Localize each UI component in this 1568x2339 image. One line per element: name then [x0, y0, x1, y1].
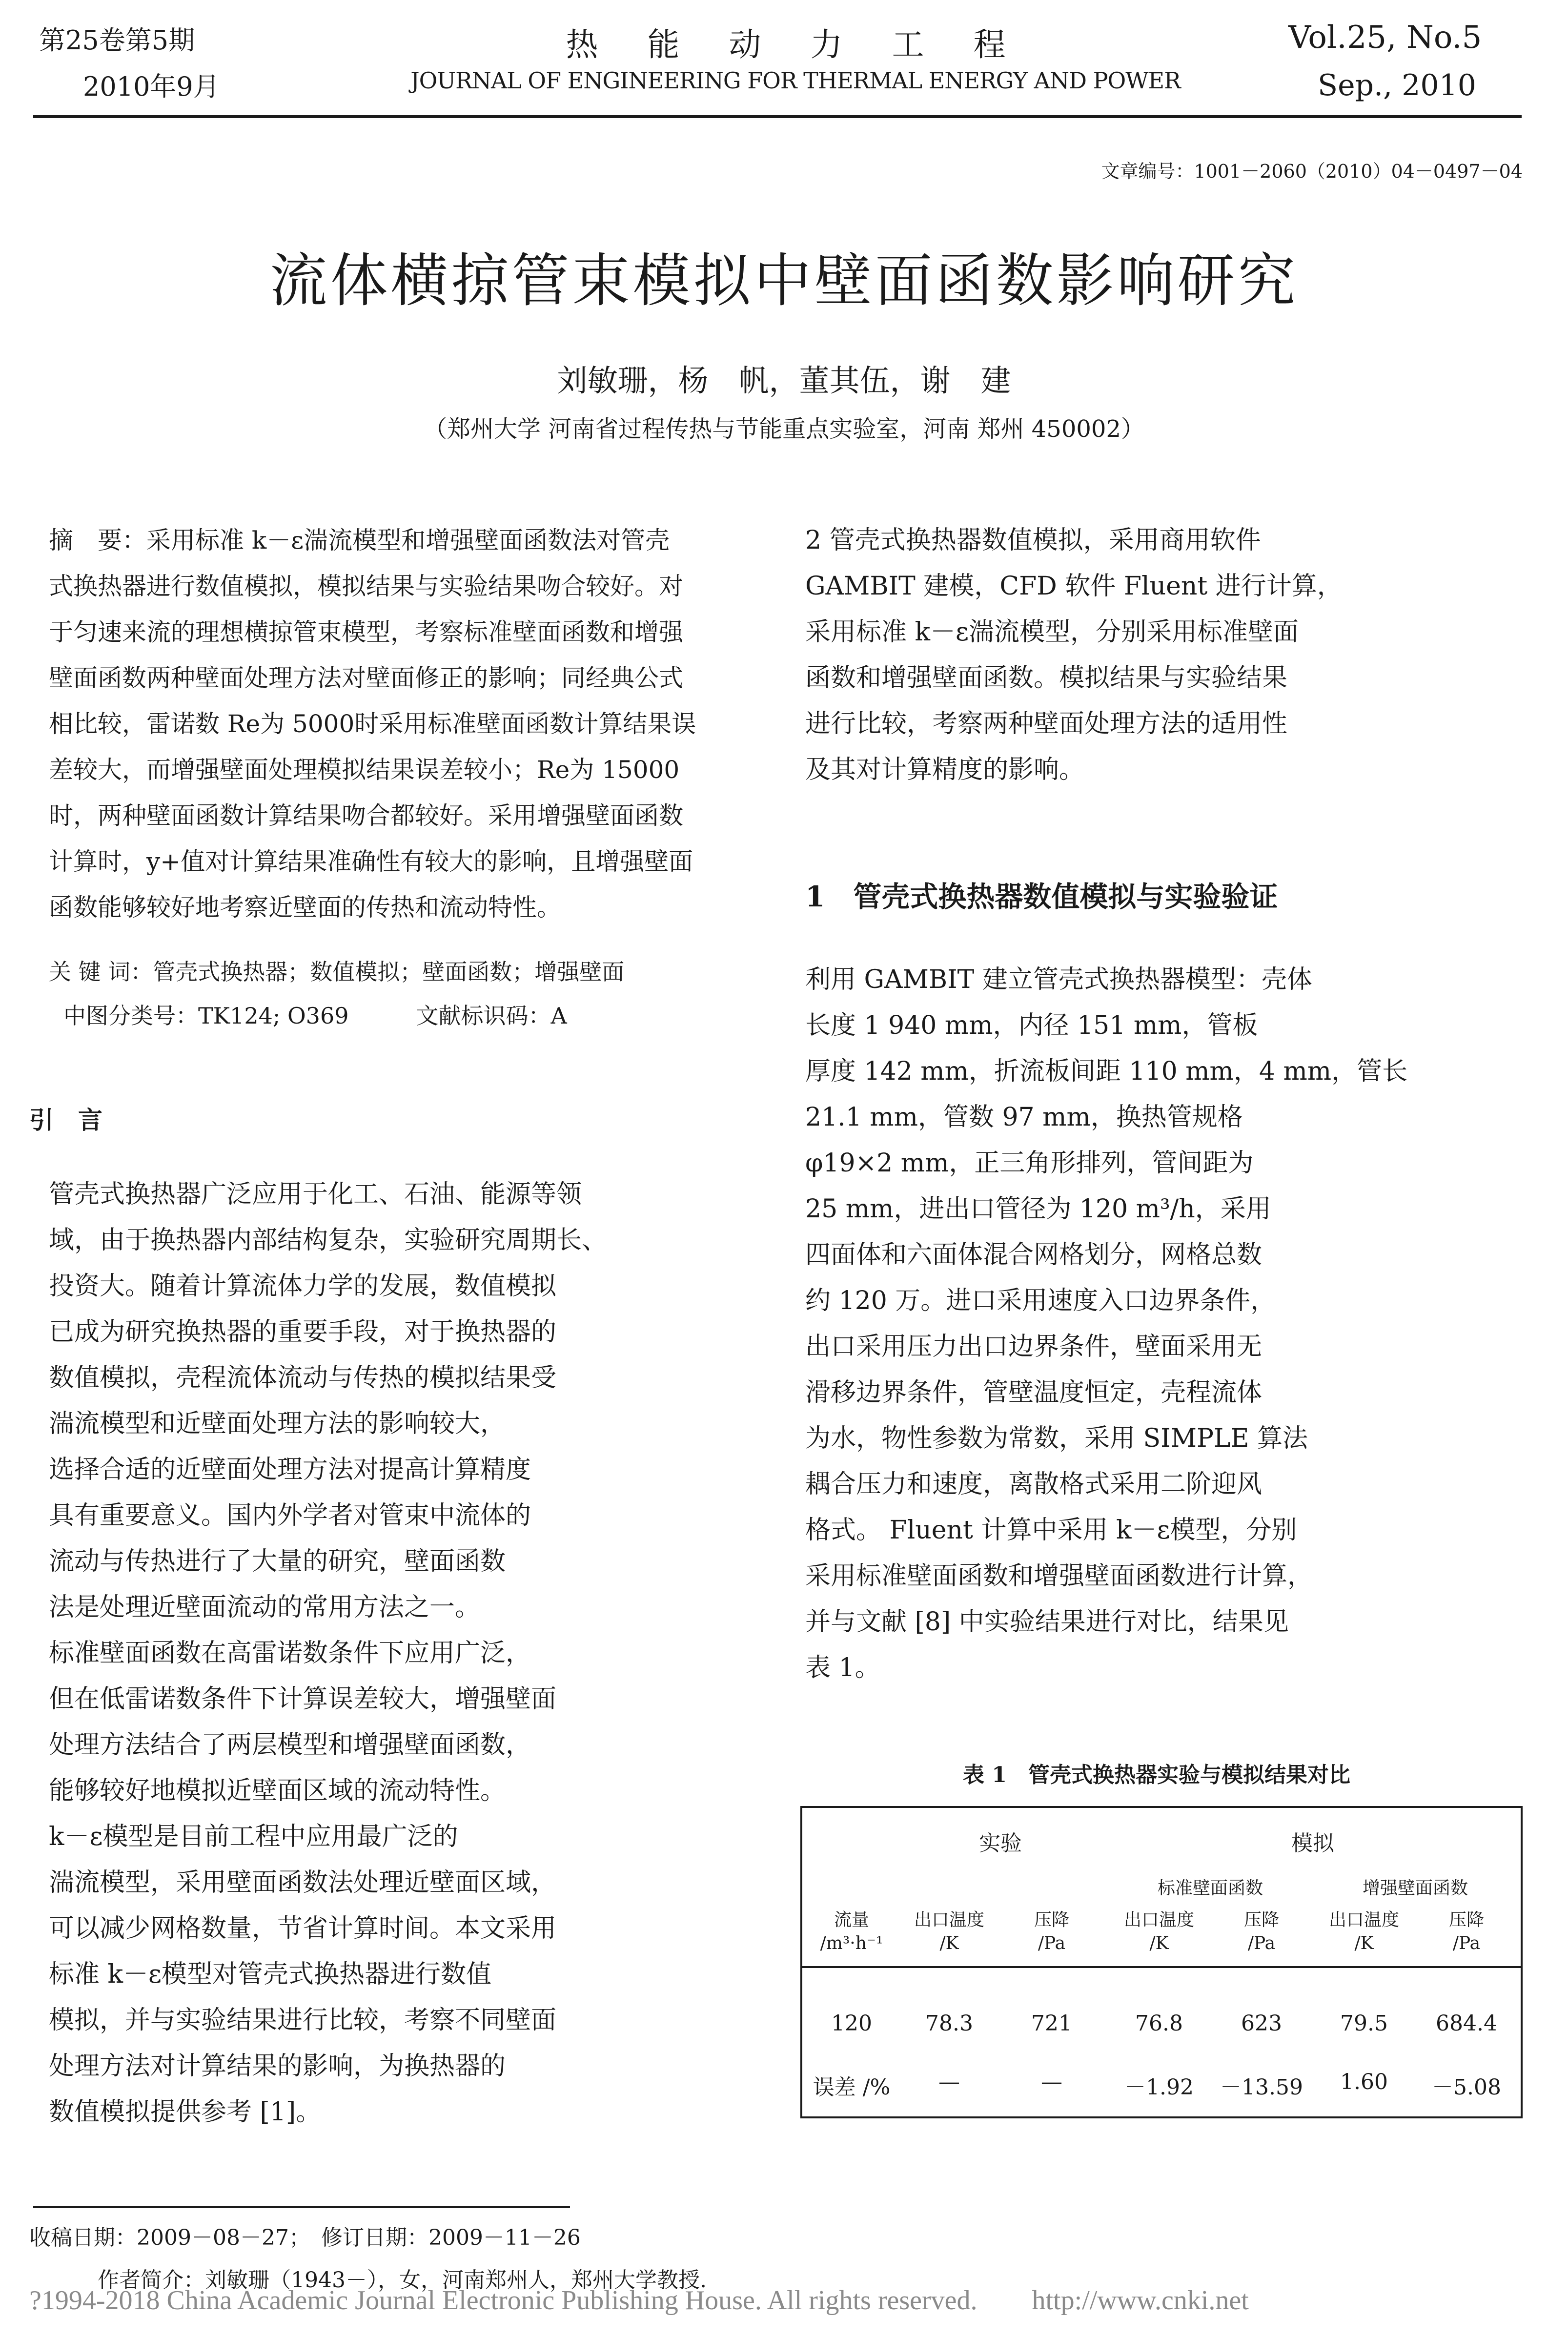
table-bottom-rule [800, 2116, 1523, 2118]
body-line: 标准壁面函数在高雷诺数条件下应用广泛， [49, 1639, 531, 1668]
section1-heading: 1 管壳式换热器数值模拟与实验验证 [805, 880, 1278, 913]
body-line: 及其对计算精度的影响。 [805, 755, 1085, 784]
body-line: φ19×2 mm，正三角形排列，管间距为 [805, 1149, 1254, 1178]
body-line: 25 mm，进出口管径为 120 m³/h，采用 [805, 1194, 1271, 1224]
temp-label: 出口温度 [914, 1910, 984, 1930]
right-intro [805, 517, 1508, 793]
body-line: 数值模拟，壳程流体流动与传热的模拟结果受 [49, 1363, 557, 1393]
body-line: 但在低雷诺数条件下计算误差较大，增强壁面 [49, 1684, 557, 1714]
body-line: 流动与传热进行了大量的研究，壁面函数 [49, 1547, 506, 1576]
intro-heading: 引 言 [29, 1106, 102, 1134]
body-line: 长度 1 940 mm，内径 151 mm，管板 [805, 1011, 1258, 1040]
col-label-flow [805, 1908, 898, 1955]
header-rule [33, 115, 1522, 118]
col-label-press-enh [1415, 1908, 1518, 1955]
table-subheader-enhanced: 增强壁面函数 [1362, 1878, 1468, 1898]
flow-label: 流量 [834, 1910, 869, 1930]
body-line: 模拟，并与实验结果进行比较，考察不同壁面 [49, 2006, 557, 2035]
header-date: 2010年9月 [83, 71, 220, 102]
abstract-line: 壁面函数两种壁面处理方法对壁面修正的影响；同经典公式 [49, 664, 683, 692]
cell-error-label: 误差 /% [813, 2075, 891, 2100]
footnote-rule [33, 2206, 570, 2208]
abstract-line: 函数能够较好地考察近壁面的传热和流动特性。 [49, 893, 561, 922]
footnote-received: 收稿日期：2009－08－27； 修订日期：2009－11－26 [29, 2225, 581, 2250]
body-line: 表 1。 [805, 1653, 880, 1682]
col-label-temp-enh [1313, 1908, 1415, 1955]
cell-temp-std: 76.8 [1135, 2011, 1183, 2036]
cell-err-press-enh: －5.08 [1432, 2075, 1501, 2100]
left-body [49, 1171, 752, 2135]
temp-unit: /K [1354, 1933, 1374, 1953]
press-label: 压降 [1243, 1910, 1279, 1930]
body-line: 耦合压力和速度，离散格式采用二阶迎风 [805, 1470, 1263, 1499]
abstract-line: 摘 要：采用标准 k－ε湍流模型和增强壁面函数法对管壳 [49, 526, 670, 554]
table-header-simulation: 模拟 [1291, 1831, 1334, 1856]
cell-temp-enh: 79.5 [1340, 2011, 1388, 2036]
cell-press-enh: 684.4 [1436, 2011, 1497, 2036]
cell-flow: 120 [831, 2011, 872, 2036]
press-unit: /Pa [1452, 1933, 1481, 1953]
body-line: 域，由于换热器内部结构复杂，实验研究周期长、 [49, 1226, 608, 1255]
body-line: 采用标准 k－ε湍流模型，分别采用标准壁面 [805, 617, 1299, 647]
temp-unit: /K [1149, 1933, 1169, 1953]
col-label-press-exp [1000, 1908, 1103, 1955]
abstract-line: 于匀速来流的理想横掠管束模型，考察标准壁面函数和增强 [49, 618, 683, 646]
body-line: 21.1 mm，管数 97 mm，换热管规格 [805, 1103, 1243, 1132]
press-unit: /Pa [1247, 1933, 1276, 1953]
journal-title-en: JOURNAL OF ENGINEERING FOR THERMAL ENERGY AND POWER [410, 67, 1181, 94]
header-volume-issue: 第25卷第5期 [39, 25, 195, 56]
footnote-author: 作者简介：刘敏珊（1943－），女，河南郑州人，郑州大学教授. [98, 2268, 707, 2293]
cell-err-temp-enh: 1.60 [1340, 2070, 1388, 2094]
body-line: 可以减少网格数量，节省计算时间。本文采用 [49, 1914, 557, 1943]
table-row [800, 2070, 1523, 2099]
body-line: 处理方法结合了两层模型和增强壁面函数， [49, 1730, 531, 1760]
abstract-line: 时，两种壁面函数计算结果吻合都较好。采用增强壁面函数 [49, 801, 683, 830]
col-label-press-std [1210, 1908, 1313, 1955]
body-line: 出口采用压力出口边界条件，壁面采用无 [805, 1332, 1263, 1361]
body-line: 2 管壳式换热器数值模拟，采用商用软件 [805, 526, 1261, 555]
table-header-rule [800, 1966, 1523, 1968]
cell-temp-exp: 78.3 [925, 2011, 973, 2036]
temp-unit: /K [939, 1933, 959, 1953]
body-line: 采用标准壁面函数和增强壁面函数进行计算， [805, 1561, 1313, 1591]
paper-affiliation: （郑州大学 河南省过程传热与节能重点实验室，河南 郑州 450002） [423, 415, 1144, 443]
cell-press-exp: 721 [1031, 2011, 1072, 2036]
body-line: 利用 GAMBIT 建立管壳式换热器模型：壳体 [805, 965, 1312, 994]
body-line: 四面体和六面体混合网格划分，网格总数 [805, 1240, 1263, 1270]
body-line: 已成为研究换热器的重要手段，对于换热器的 [49, 1317, 557, 1347]
body-line: 处理方法对计算结果的影响，为换热器的 [49, 2052, 506, 2081]
abstract-line: 差较大，而增强壁面处理模拟结果误差较小；Re为 15000 [49, 756, 680, 784]
temp-label: 出口温度 [1123, 1910, 1194, 1930]
body-line: 进行比较，考察两种壁面处理方法的适用性 [805, 709, 1288, 739]
body-line: 约 120 万。进口采用速度入口边界条件， [805, 1286, 1276, 1315]
flow-unit: /m³·h⁻¹ [820, 1933, 883, 1953]
paper-authors: 刘敏珊，杨 帆，董其伍，谢 建 [557, 363, 1011, 398]
body-line: 法是处理近壁面流动的常用方法之一。 [49, 1593, 481, 1622]
body-line: 管壳式换热器广泛应用于化工、石油、能源等领 [49, 1180, 582, 1209]
abstract [49, 517, 752, 930]
table-header-experiment: 实验 [979, 1831, 1022, 1856]
body-line: 数值模拟提供参考 [1]。 [49, 2097, 322, 2127]
press-unit: /Pa [1038, 1933, 1066, 1953]
cell-err-press-exp: — [1041, 2070, 1062, 2094]
temp-label: 出口温度 [1328, 1910, 1399, 1930]
cell-err-temp-std: －1.92 [1124, 2075, 1194, 2100]
table-top-rule [800, 1806, 1523, 1808]
body-line: 并与文献 [8] 中实验结果进行对比，结果见 [805, 1607, 1289, 1637]
body-line: 函数和增强壁面函数。模拟结果与实验结果 [805, 663, 1288, 693]
classification: 中图分类号：TK124; O369 文献标识码：A [63, 1003, 567, 1029]
body-line: 格式。 Fluent 计算中采用 k－ε模型，分别 [805, 1516, 1297, 1545]
body-line: 湍流模型，采用壁面函数法处理近壁面区域， [49, 1868, 557, 1897]
body-line: 滑移边界条件，管壁温度恒定，壳程流体 [805, 1378, 1263, 1407]
copyright-notice: ?1994-2018 China Academic Journal Electronic Publishing House. All rights reserved. http://www.cnki.net [29, 2285, 1249, 2316]
body-line: 选择合适的近壁面处理方法对提高计算精度 [49, 1455, 531, 1484]
paper-title: 流体横掠管束模拟中壁面函数影响研究 [269, 247, 1299, 314]
col-label-temp-exp [898, 1908, 1000, 1955]
section1-body [805, 957, 1508, 1691]
journal-title-cn: 热 能 动 力 工 程 [566, 26, 1025, 63]
abstract-line: 相比较，雷诺数 Re为 5000时采用标准壁面函数计算结果误 [49, 710, 696, 738]
table-subheader-standard: 标准壁面函数 [1157, 1878, 1263, 1898]
body-line: 湍流模型和近壁面处理方法的影响较大， [49, 1409, 506, 1438]
body-line: 投资大。随着计算流体力学的发展，数值模拟 [49, 1272, 557, 1301]
table-row [800, 2011, 1523, 2040]
cell-err-temp-exp: — [938, 2070, 960, 2094]
body-line: 标准 k－ε模型对管壳式换热器进行数值 [49, 1960, 491, 1989]
body-line: 为水，物性参数为常数，采用 SIMPLE 算法 [805, 1424, 1308, 1453]
cell-press-std: 623 [1241, 2011, 1282, 2036]
press-label: 压降 [1034, 1910, 1069, 1930]
body-line: k－ε模型是目前工程中应用最广泛的 [49, 1822, 458, 1851]
abstract-line: 式换热器进行数值模拟，模拟结果与实验结果吻合较好。对 [49, 572, 683, 600]
press-label: 压降 [1448, 1910, 1484, 1930]
body-line: 厚度 142 mm，折流板间距 110 mm，4 mm，管长 [805, 1057, 1408, 1086]
results-table [800, 1806, 1523, 2118]
header-vol-en: Vol.25, No.5 [1288, 20, 1482, 56]
keywords: 关 键 词：管壳式换热器；数值模拟；壁面函数；增强壁面 [49, 959, 625, 985]
cell-err-press-std: －13.59 [1220, 2075, 1303, 2100]
table-caption: 表 1 管壳式换热器实验与模拟结果对比 [963, 1763, 1350, 1787]
col-label-temp-std [1108, 1908, 1210, 1955]
article-number: 文章编号：1001－2060（2010）04－0497－04 [1101, 161, 1523, 182]
body-line: 能够较好地模拟近壁面区域的流动特性。 [49, 1776, 506, 1806]
header-date-en: Sep., 2010 [1318, 68, 1476, 103]
body-line: GAMBIT 建模，CFD 软件 Fluent 进行计算， [805, 572, 1343, 601]
body-line: 具有重要意义。国内外学者对管束中流体的 [49, 1501, 531, 1530]
abstract-line: 计算时，y+值对计算结果准确性有较大的影响，且增强壁面 [49, 847, 693, 876]
